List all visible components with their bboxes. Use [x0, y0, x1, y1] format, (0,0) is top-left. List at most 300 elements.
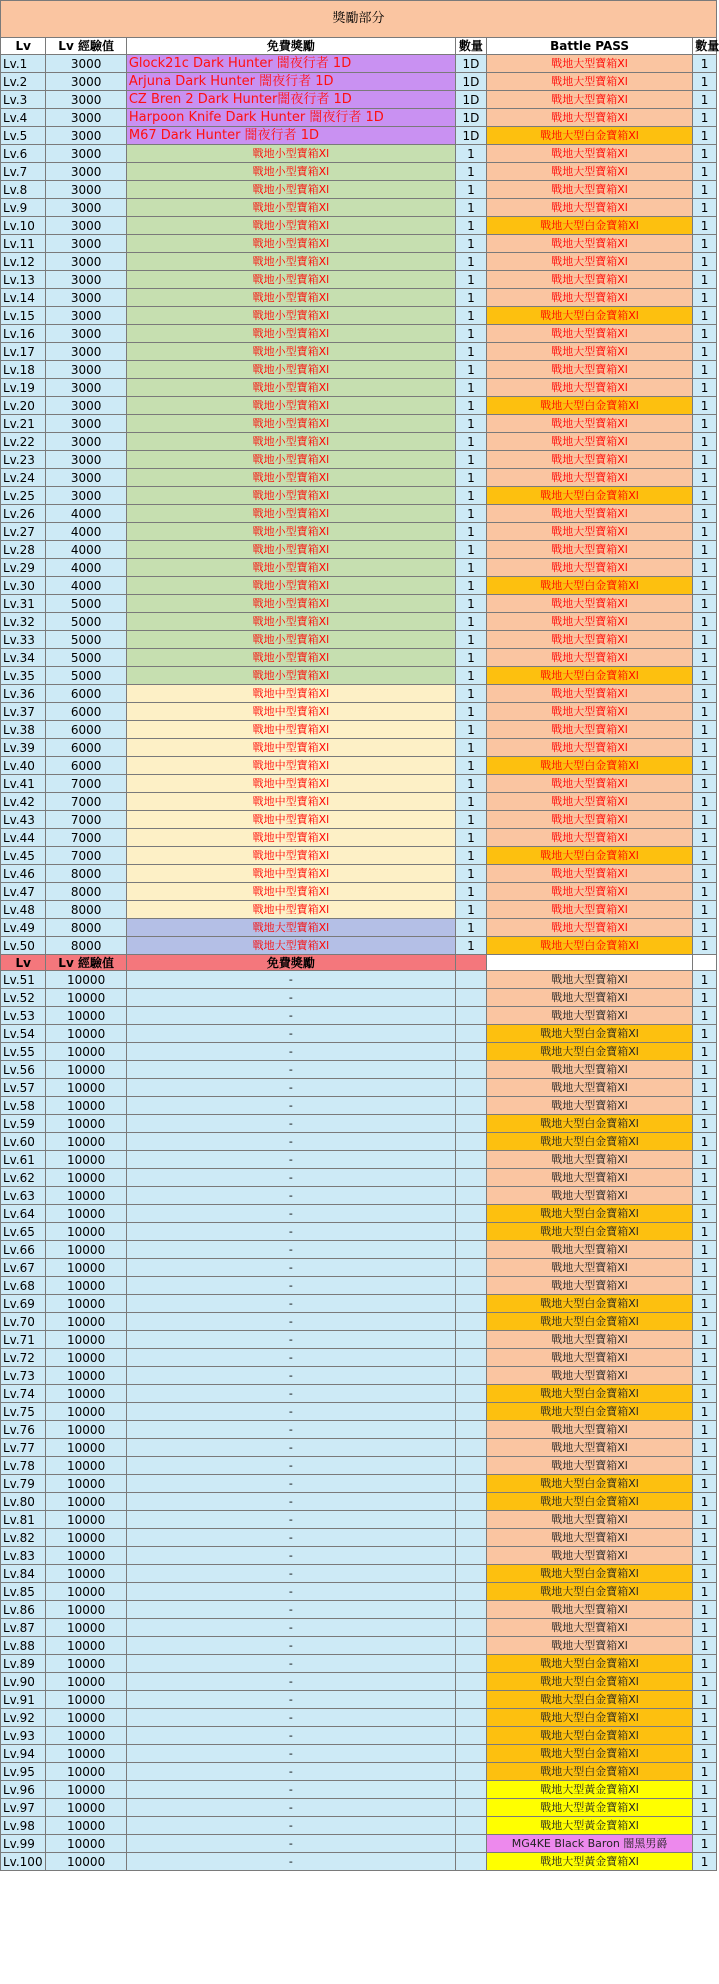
quantity-cell	[455, 1529, 486, 1547]
level-cell: Lv.88	[1, 1637, 46, 1655]
free-reward-cell: -	[126, 1079, 455, 1097]
free-reward-cell: -	[126, 1853, 455, 1871]
bp-quantity-cell: 1	[693, 1619, 717, 1637]
xp-cell: 8000	[46, 901, 126, 919]
free-reward-cell: -	[126, 1295, 455, 1313]
quantity-cell: 1	[455, 163, 486, 181]
level-cell: Lv.65	[1, 1223, 46, 1241]
level-cell: Lv.29	[1, 559, 46, 577]
table-row	[1, 505, 717, 523]
table-row	[1, 1799, 717, 1817]
bp-quantity-cell: 1	[693, 793, 717, 811]
battle-pass-cell: 戰地大型寶箱Xl	[486, 235, 692, 253]
table-row	[1, 1637, 717, 1655]
xp-cell: 3000	[46, 379, 126, 397]
table-title: 獎勵部分	[1, 1, 717, 38]
bp-quantity-cell: 1	[693, 361, 717, 379]
level-cell: Lv.97	[1, 1799, 46, 1817]
level-cell: Lv.56	[1, 1061, 46, 1079]
battle-pass-cell: 戰地大型寶箱Xl	[486, 523, 692, 541]
level-cell: Lv.30	[1, 577, 46, 595]
free-reward-cell: 戰地小型寶箱Xl	[126, 307, 455, 325]
xp-cell: 10000	[46, 1061, 126, 1079]
xp-cell: 10000	[46, 1007, 126, 1025]
quantity-cell: 1	[455, 775, 486, 793]
free-reward-cell: 戰地小型寶箱Xl	[126, 631, 455, 649]
free-reward-cell: 戰地小型寶箱Xl	[126, 649, 455, 667]
free-reward-cell: -	[126, 1349, 455, 1367]
free-reward-cell: -	[126, 1583, 455, 1601]
quantity-cell	[455, 1025, 486, 1043]
table-row	[1, 1691, 717, 1709]
bp-quantity-cell: 1	[693, 1565, 717, 1583]
quantity-cell: 1	[455, 433, 486, 451]
quantity-cell	[455, 1205, 486, 1223]
quantity-cell	[455, 1619, 486, 1637]
xp-cell: 10000	[46, 1349, 126, 1367]
xp-cell: 10000	[46, 1385, 126, 1403]
bp-quantity-cell: 1	[693, 433, 717, 451]
xp-cell: 3000	[46, 325, 126, 343]
quantity-cell: 1	[455, 883, 486, 901]
bp-quantity-cell: 1	[693, 451, 717, 469]
bp-quantity-cell: 1	[693, 1673, 717, 1691]
level-cell: Lv.39	[1, 739, 46, 757]
level-cell: Lv.40	[1, 757, 46, 775]
table-row	[1, 577, 717, 595]
bp-quantity-cell: 1	[693, 1079, 717, 1097]
battle-pass-cell: 戰地大型寶箱Xl	[486, 613, 692, 631]
level-cell: Lv.25	[1, 487, 46, 505]
table-row	[1, 631, 717, 649]
free-reward-cell: -	[126, 1547, 455, 1565]
quantity-cell	[455, 1475, 486, 1493]
free-reward-cell: -	[126, 1799, 455, 1817]
quantity-cell	[455, 1259, 486, 1277]
free-reward-cell: -	[126, 1529, 455, 1547]
header-bp-quantity: 數量	[693, 38, 717, 55]
quantity-cell	[455, 1115, 486, 1133]
battle-pass-cell: 戰地大型白金寶箱Xl	[486, 847, 692, 865]
battle-pass-cell: 戰地大型寶箱Xl	[486, 505, 692, 523]
quantity-cell	[455, 1223, 486, 1241]
level-cell: Lv.34	[1, 649, 46, 667]
free-reward-cell: -	[126, 1727, 455, 1745]
level-cell: Lv.57	[1, 1079, 46, 1097]
free-reward-cell: -	[126, 1781, 455, 1799]
quantity-cell: 1	[455, 397, 486, 415]
quantity-cell	[455, 1439, 486, 1457]
level-cell: Lv.61	[1, 1151, 46, 1169]
battle-pass-cell: 戰地大型寶箱Xl	[486, 685, 692, 703]
title-row	[1, 1, 717, 38]
free-reward-cell: -	[126, 1709, 455, 1727]
level-cell: Lv.93	[1, 1727, 46, 1745]
quantity-cell: 1D	[455, 55, 486, 73]
table-row	[1, 1511, 717, 1529]
battle-pass-cell: 戰地大型寶箱Xl	[486, 163, 692, 181]
free-reward-cell: -	[126, 1223, 455, 1241]
table-row	[1, 757, 717, 775]
battle-pass-cell: MG4KE Black Baron 闇黑男爵	[486, 1835, 692, 1853]
level-cell: Lv.83	[1, 1547, 46, 1565]
table-row	[1, 793, 717, 811]
quantity-cell	[455, 1673, 486, 1691]
table-row	[1, 163, 717, 181]
free-reward-cell: 戰地中型寶箱Xl	[126, 811, 455, 829]
quantity-cell	[455, 1511, 486, 1529]
level-cell: Lv.76	[1, 1421, 46, 1439]
free-reward-cell: 戰地小型寶箱Xl	[126, 397, 455, 415]
xp-cell: 10000	[46, 1313, 126, 1331]
battle-pass-cell: 戰地大型黃金寶箱Xl	[486, 1853, 692, 1871]
level-cell: Lv.42	[1, 793, 46, 811]
xp-cell: 10000	[46, 989, 126, 1007]
table-row	[1, 1565, 717, 1583]
xp-cell: 10000	[46, 1799, 126, 1817]
table-row	[1, 775, 717, 793]
bp-quantity-cell: 1	[693, 1421, 717, 1439]
bp-quantity-cell: 1	[693, 829, 717, 847]
battle-pass-cell: 戰地大型白金寶箱Xl	[486, 1043, 692, 1061]
level-cell: Lv.12	[1, 253, 46, 271]
table-row	[1, 1403, 717, 1421]
battle-pass-cell: 戰地大型寶箱Xl	[486, 1619, 692, 1637]
free-reward-cell: 戰地小型寶箱Xl	[126, 451, 455, 469]
free-reward-cell: 戰地小型寶箱Xl	[126, 217, 455, 235]
battle-pass-cell: 戰地大型白金寶箱Xl	[486, 1691, 692, 1709]
quantity-cell: 1	[455, 559, 486, 577]
battle-pass-cell: 戰地大型白金寶箱Xl	[486, 127, 692, 145]
xp-cell: 10000	[46, 1835, 126, 1853]
bp-quantity-cell: 1	[693, 1763, 717, 1781]
level-cell: Lv.53	[1, 1007, 46, 1025]
quantity-cell	[455, 1007, 486, 1025]
battle-pass-cell: 戰地大型白金寶箱Xl	[486, 577, 692, 595]
battle-pass-cell: 戰地大型寶箱Xl	[486, 1151, 692, 1169]
battle-pass-cell: 戰地大型寶箱Xl	[486, 829, 692, 847]
quantity-cell: 1	[455, 289, 486, 307]
level-cell: Lv.2	[1, 73, 46, 91]
free-reward-cell: -	[126, 1169, 455, 1187]
header-row-2	[1, 955, 717, 971]
free-reward-cell: -	[126, 1493, 455, 1511]
bp-quantity-cell: 1	[693, 1025, 717, 1043]
xp-cell: 10000	[46, 1277, 126, 1295]
quantity-cell: 1	[455, 379, 486, 397]
level-cell: Lv.92	[1, 1709, 46, 1727]
bp-quantity-cell: 1	[693, 1691, 717, 1709]
free-reward-cell: 戰地小型寶箱Xl	[126, 271, 455, 289]
bp-quantity-cell: 1	[693, 989, 717, 1007]
xp-cell: 3000	[46, 217, 126, 235]
battle-pass-cell: 戰地大型寶箱Xl	[486, 1277, 692, 1295]
free-reward-cell: 戰地小型寶箱Xl	[126, 361, 455, 379]
free-reward-cell: -	[126, 1637, 455, 1655]
battle-pass-cell: 戰地大型黃金寶箱Xl	[486, 1817, 692, 1835]
free-reward-cell: -	[126, 1439, 455, 1457]
bp-quantity-cell: 1	[693, 1493, 717, 1511]
battle-pass-cell: 戰地大型寶箱Xl	[486, 109, 692, 127]
quantity-cell: 1	[455, 577, 486, 595]
quantity-cell: 1	[455, 829, 486, 847]
level-cell: Lv.18	[1, 361, 46, 379]
table-row	[1, 145, 717, 163]
bp-quantity-cell: 1	[693, 937, 717, 955]
battle-pass-cell: 戰地大型白金寶箱Xl	[486, 1403, 692, 1421]
table-row	[1, 739, 717, 757]
level-cell: Lv.81	[1, 1511, 46, 1529]
table-row	[1, 1097, 717, 1115]
battle-pass-cell: 戰地大型寶箱Xl	[486, 1187, 692, 1205]
level-cell: Lv.44	[1, 829, 46, 847]
battle-pass-cell: 戰地大型寶箱Xl	[486, 289, 692, 307]
free-reward-cell: -	[126, 971, 455, 989]
free-reward-cell: 戰地小型寶箱Xl	[126, 289, 455, 307]
bp-quantity-cell: 1	[693, 757, 717, 775]
level-cell: Lv.72	[1, 1349, 46, 1367]
xp-cell: 6000	[46, 685, 126, 703]
battle-pass-cell: 戰地大型寶箱Xl	[486, 199, 692, 217]
xp-cell: 10000	[46, 1223, 126, 1241]
table-row	[1, 253, 717, 271]
battle-pass-cell: 戰地大型白金寶箱Xl	[486, 397, 692, 415]
battle-pass-cell: 戰地大型白金寶箱Xl	[486, 1565, 692, 1583]
free-reward-cell: -	[126, 1691, 455, 1709]
battle-pass-cell: 戰地大型寶箱Xl	[486, 649, 692, 667]
table-row	[1, 523, 717, 541]
header-row	[1, 38, 717, 55]
xp-cell: 5000	[46, 649, 126, 667]
bp-quantity-cell: 1	[693, 1007, 717, 1025]
table-row	[1, 1853, 717, 1871]
level-cell: Lv.41	[1, 775, 46, 793]
battle-pass-cell: 戰地大型寶箱Xl	[486, 793, 692, 811]
free-reward-cell: -	[126, 1187, 455, 1205]
battle-pass-cell: 戰地大型寶箱Xl	[486, 1097, 692, 1115]
level-cell: Lv.9	[1, 199, 46, 217]
xp-cell: 10000	[46, 1853, 126, 1871]
free-reward-cell: -	[126, 1241, 455, 1259]
level-cell: Lv.78	[1, 1457, 46, 1475]
battle-pass-cell: 戰地大型寶箱Xl	[486, 1349, 692, 1367]
level-cell: Lv.84	[1, 1565, 46, 1583]
table-row	[1, 811, 717, 829]
battle-pass-cell: 戰地大型寶箱Xl	[486, 253, 692, 271]
table-row	[1, 91, 717, 109]
battle-pass-cell: 戰地大型寶箱Xl	[486, 1259, 692, 1277]
xp-cell: 6000	[46, 721, 126, 739]
bp-quantity-cell: 1	[693, 1259, 717, 1277]
battle-pass-cell: 戰地大型白金寶箱Xl	[486, 667, 692, 685]
quantity-cell: 1	[455, 793, 486, 811]
bp-quantity-cell: 1	[693, 847, 717, 865]
free-reward-cell: -	[126, 1457, 455, 1475]
quantity-cell	[455, 1277, 486, 1295]
xp-cell: 4000	[46, 559, 126, 577]
bp-quantity-cell: 1	[693, 487, 717, 505]
bp-quantity-cell: 1	[693, 1043, 717, 1061]
table-row	[1, 1835, 717, 1853]
level-cell: Lv.16	[1, 325, 46, 343]
level-cell: Lv.94	[1, 1745, 46, 1763]
bp-quantity-cell: 1	[693, 1457, 717, 1475]
battle-pass-cell: 戰地大型寶箱Xl	[486, 1331, 692, 1349]
quantity-cell	[455, 1547, 486, 1565]
bp-quantity-cell: 1	[693, 1385, 717, 1403]
free-reward-cell: -	[126, 1205, 455, 1223]
free-reward-cell: 戰地中型寶箱Xl	[126, 829, 455, 847]
bp-quantity-cell: 1	[693, 971, 717, 989]
level-cell: Lv.28	[1, 541, 46, 559]
xp-cell: 3000	[46, 199, 126, 217]
battle-pass-cell: 戰地大型白金寶箱Xl	[486, 757, 692, 775]
free-reward-cell: Harpoon Knife Dark Hunter 闇夜行者 1D	[126, 109, 455, 127]
bp-quantity-cell: 1	[693, 1403, 717, 1421]
table-row	[1, 1709, 717, 1727]
level-cell: Lv.55	[1, 1043, 46, 1061]
quantity-cell	[455, 1565, 486, 1583]
quantity-cell: 1	[455, 199, 486, 217]
xp-cell: 10000	[46, 1205, 126, 1223]
bp-quantity-cell: 1	[693, 1061, 717, 1079]
level-cell: Lv.52	[1, 989, 46, 1007]
table-row	[1, 1781, 717, 1799]
bp-quantity-cell: 1	[693, 811, 717, 829]
bp-quantity-cell: 1	[693, 181, 717, 199]
table-row	[1, 1277, 717, 1295]
battle-pass-cell: 戰地大型寶箱Xl	[486, 343, 692, 361]
level-cell: Lv.27	[1, 523, 46, 541]
level-cell: Lv.86	[1, 1601, 46, 1619]
level-cell: Lv.7	[1, 163, 46, 181]
quantity-cell: 1	[455, 613, 486, 631]
battle-pass-cell: 戰地大型寶箱Xl	[486, 1079, 692, 1097]
bp-quantity-cell: 1	[693, 739, 717, 757]
level-cell: Lv.10	[1, 217, 46, 235]
bp-quantity-cell: 1	[693, 1529, 717, 1547]
xp-cell: 5000	[46, 667, 126, 685]
free-reward-cell: -	[126, 1421, 455, 1439]
bp-quantity-cell: 1	[693, 577, 717, 595]
bp-quantity-cell: 1	[693, 1205, 717, 1223]
table-row	[1, 1421, 717, 1439]
xp-cell: 3000	[46, 163, 126, 181]
level-cell: Lv.63	[1, 1187, 46, 1205]
xp-cell: 3000	[46, 451, 126, 469]
level-cell: Lv.38	[1, 721, 46, 739]
quantity-cell	[455, 1421, 486, 1439]
battle-pass-cell: 戰地大型寶箱Xl	[486, 361, 692, 379]
bp-quantity-cell: 1	[693, 1241, 717, 1259]
free-reward-cell: -	[126, 1115, 455, 1133]
bp-quantity-cell: 1	[693, 1169, 717, 1187]
xp-cell: 10000	[46, 1511, 126, 1529]
xp-cell: 7000	[46, 793, 126, 811]
free-reward-cell: -	[126, 1367, 455, 1385]
header-xp-2: Lv 經驗值	[46, 955, 126, 971]
xp-cell: 10000	[46, 1439, 126, 1457]
quantity-cell	[455, 1727, 486, 1745]
battle-pass-cell: 戰地大型寶箱Xl	[486, 1439, 692, 1457]
free-reward-cell: 戰地中型寶箱Xl	[126, 901, 455, 919]
xp-cell: 3000	[46, 289, 126, 307]
xp-cell: 5000	[46, 613, 126, 631]
table-row	[1, 1007, 717, 1025]
bp-quantity-cell: 1	[693, 415, 717, 433]
battle-pass-cell: 戰地大型寶箱Xl	[486, 55, 692, 73]
table-row	[1, 181, 717, 199]
xp-cell: 10000	[46, 1097, 126, 1115]
free-reward-cell: -	[126, 1097, 455, 1115]
level-cell: Lv.96	[1, 1781, 46, 1799]
bp-quantity-cell: 1	[693, 73, 717, 91]
table-row	[1, 901, 717, 919]
xp-cell: 7000	[46, 811, 126, 829]
xp-cell: 3000	[46, 127, 126, 145]
free-reward-cell: 戰地小型寶箱Xl	[126, 505, 455, 523]
table-row	[1, 1061, 717, 1079]
bp-quantity-cell: 1	[693, 1817, 717, 1835]
battle-pass-cell: 戰地大型寶箱Xl	[486, 541, 692, 559]
level-cell: Lv.4	[1, 109, 46, 127]
xp-cell: 10000	[46, 1259, 126, 1277]
table-row	[1, 865, 717, 883]
battle-pass-cell: 戰地大型白金寶箱Xl	[486, 1025, 692, 1043]
quantity-cell: 1	[455, 271, 486, 289]
battle-pass-cell: 戰地大型寶箱Xl	[486, 775, 692, 793]
quantity-cell: 1	[455, 505, 486, 523]
xp-cell: 10000	[46, 1151, 126, 1169]
battle-pass-cell: 戰地大型白金寶箱Xl	[486, 1385, 692, 1403]
bp-quantity-cell: 1	[693, 1511, 717, 1529]
bp-quantity-cell: 1	[693, 775, 717, 793]
quantity-cell: 1D	[455, 109, 486, 127]
xp-cell: 8000	[46, 883, 126, 901]
battle-pass-cell: 戰地大型寶箱Xl	[486, 433, 692, 451]
free-reward-cell: 戰地小型寶箱Xl	[126, 163, 455, 181]
bp-quantity-cell: 1	[693, 1313, 717, 1331]
xp-cell: 4000	[46, 577, 126, 595]
table-row	[1, 1727, 717, 1745]
bp-quantity-cell: 1	[693, 307, 717, 325]
quantity-cell: 1	[455, 685, 486, 703]
xp-cell: 10000	[46, 1043, 126, 1061]
bp-quantity-cell: 1	[693, 1583, 717, 1601]
battle-pass-cell: 戰地大型白金寶箱Xl	[486, 1745, 692, 1763]
free-reward-cell: Glock21c Dark Hunter 闇夜行者 1D	[126, 55, 455, 73]
bp-quantity-cell: 1	[693, 1799, 717, 1817]
battle-pass-cell: 戰地大型寶箱Xl	[486, 919, 692, 937]
table-row	[1, 613, 717, 631]
quantity-cell: 1D	[455, 73, 486, 91]
battle-pass-cell: 戰地大型寶箱Xl	[486, 631, 692, 649]
level-cell: Lv.89	[1, 1655, 46, 1673]
free-reward-cell: 戰地小型寶箱Xl	[126, 181, 455, 199]
table-row	[1, 829, 717, 847]
quantity-cell	[455, 1493, 486, 1511]
free-reward-cell: -	[126, 1385, 455, 1403]
quantity-cell	[455, 1385, 486, 1403]
bp-quantity-cell: 1	[693, 1133, 717, 1151]
xp-cell: 3000	[46, 109, 126, 127]
level-cell: Lv.31	[1, 595, 46, 613]
quantity-cell	[455, 1601, 486, 1619]
quantity-cell: 1	[455, 181, 486, 199]
table-row	[1, 1529, 717, 1547]
xp-cell: 3000	[46, 415, 126, 433]
xp-cell: 8000	[46, 919, 126, 937]
